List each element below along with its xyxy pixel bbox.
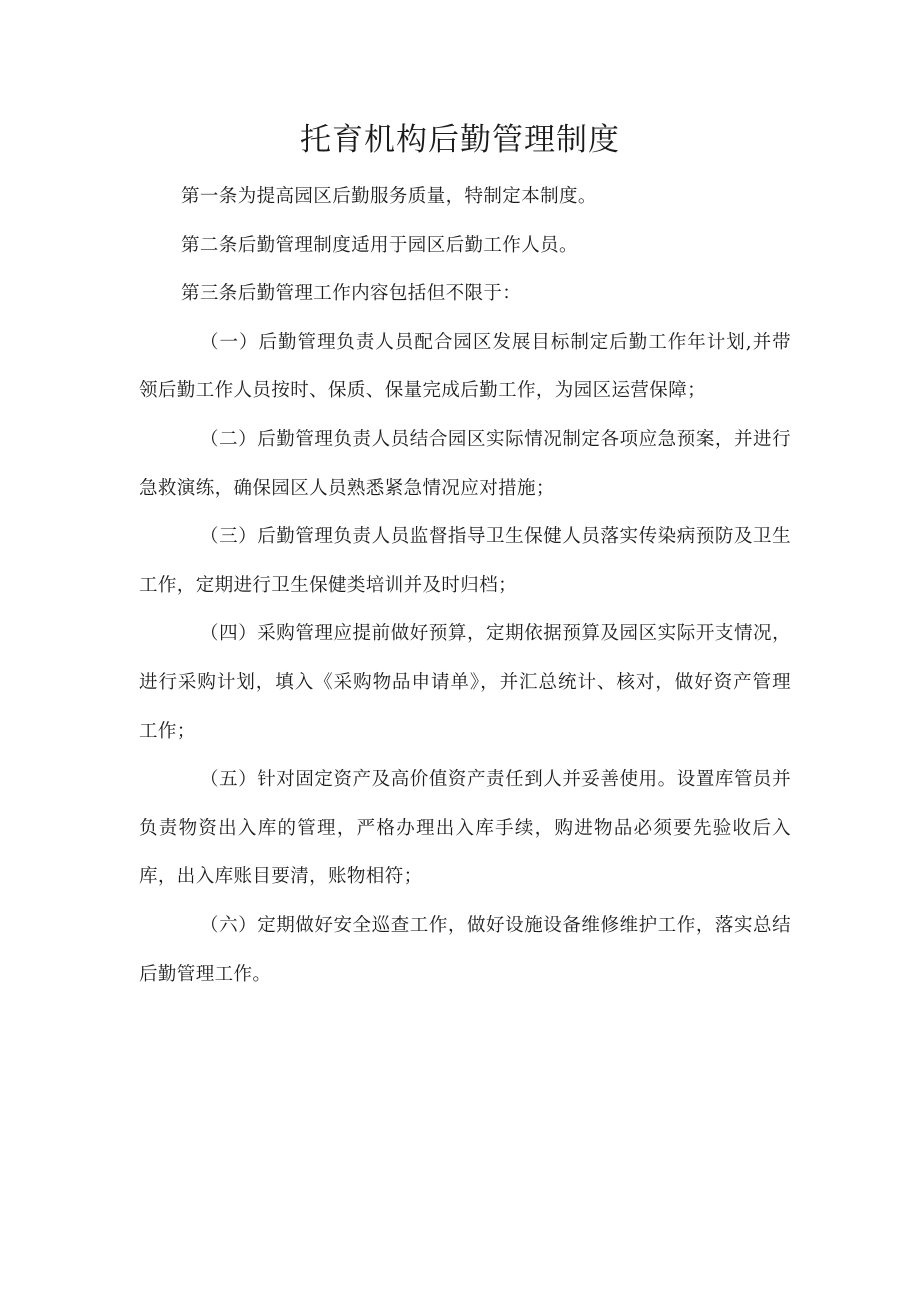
item-2-paragraph: （二）后勤管理负责人员结合园区实际情况制定各项应急预案，并进行急救演练，确保园区人员熟悉紧急情况应对措施； (139, 428, 791, 499)
item-6-paragraph: （六）定期做好安全巡查工作，做好设施设备维修维护工作，落实总结后勤管理工作。 (139, 914, 791, 985)
item-3-paragraph: （三）后勤管理负责人员监督指导卫生保健人员落实传染病预防及卫生工作，定期进行卫生保健类培训并及时归档； (139, 526, 791, 596)
item-5-paragraph: （五）针对固定资产及高价值资产责任到人并妥善使用。设置库管员并负责物资出入库的管理，严格办理出入库手续，购进物品必须要先验收后入库，出入库账目要清，账物相符； (139, 769, 791, 888)
item-4-paragraph: （四）采购管理应提前做好预算，定期依据预算及园区实际开支情况，进行采购计划，填入《采购物品申请单》，并汇总统计、核对，做好资产管理工作； (139, 623, 791, 742)
article-1-paragraph: 第一条为提高园区后勤服务质量，特制定本制度。 (181, 186, 597, 207)
document-body (139, 173, 791, 999)
article-2-paragraph: 第二条后勤管理制度适用于园区后勤工作人员。 (181, 234, 578, 256)
article-3-paragraph: 第三条后勤管理工作内容包括但不限于： (181, 283, 522, 305)
document-title: 托育机构后勤管理制度 (300, 122, 620, 158)
item-1-paragraph: （一）后勤管理负责人员配合园区发展目标制定后勤工作年计划,并带领后勤工作人员按时、保质、保量完成后勤工作，为园区运营保障； (139, 331, 791, 402)
